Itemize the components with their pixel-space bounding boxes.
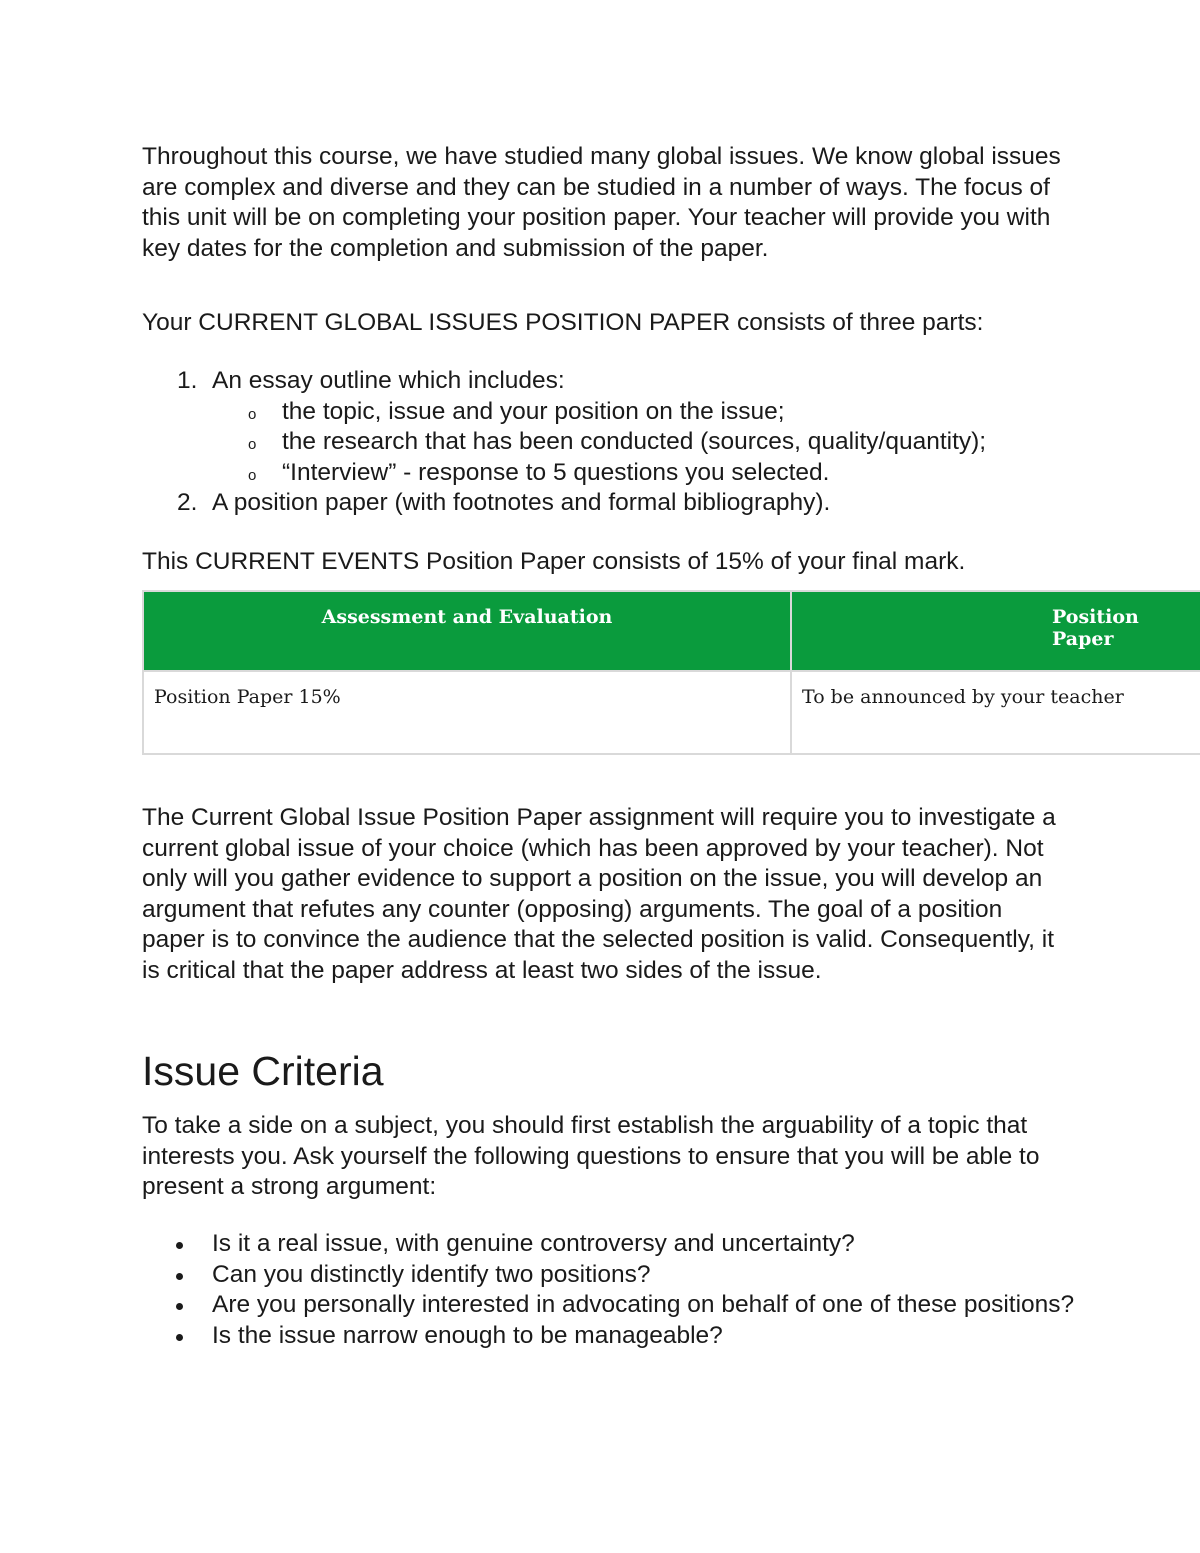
question-text: Is the issue narrow enough to be manageable? [212, 1321, 723, 1349]
table-cell: Position Paper 15% [143, 671, 791, 754]
list-item [142, 488, 1142, 519]
list-item [142, 1260, 1102, 1291]
parts-intro-paragraph: Your CURRENT GLOBAL ISSUES POSITION PAPER consists of three parts: [142, 309, 984, 336]
bullet-dot-icon [176, 1242, 183, 1249]
table-cell: To be announced by your teacher [791, 671, 1200, 754]
table-header-row [143, 591, 1200, 671]
intro-paragraph: Throughout this course, we have studied many global issues. We know global issues are complex and diverse and they can be studied in a number of ways. The focus of this unit will be on completing your position paper. Your teacher will provide you with key dates for the completion and submission of the paper. [142, 143, 1061, 262]
circle-bullet-icon: o [248, 405, 257, 423]
list-item [142, 1321, 1102, 1352]
list-item [142, 366, 1142, 488]
bullet-dot-icon [176, 1334, 183, 1341]
list-item [142, 1229, 1102, 1260]
sublist-item-text: the topic, issue and your position on the issue; [282, 397, 785, 425]
criteria-questions-list [142, 1229, 1102, 1351]
outline-sublist [212, 397, 1142, 489]
header-position-paper: Position Paper [791, 591, 1200, 671]
list-number: 2. [177, 489, 198, 517]
parts-list [142, 366, 1142, 519]
question-text: Can you distinctly identify two positions? [212, 1260, 651, 1288]
weight-paragraph: This CURRENT EVENTS Position Paper consists of 15% of your final mark. [142, 548, 966, 575]
table-row [143, 671, 1200, 754]
sublist-item [212, 427, 1142, 458]
bullet-dot-icon [176, 1303, 183, 1310]
bullet-dot-icon [176, 1273, 183, 1280]
header-assessment: Assessment and Evaluation [143, 591, 791, 671]
criteria-intro-paragraph: To take a side on a subject, you should first establish the arguability of a topic that interests you. Ask yourself the following questions to ensure that you will be able to present a strong argument: [142, 1112, 1040, 1201]
sublist-item [212, 458, 1142, 489]
sublist-item-text: “Interview” - response to 5 questions you selected. [282, 458, 830, 486]
list-number: 1. [177, 367, 198, 394]
sublist-item-text: the research that has been conducted (sources, quality/quantity); [282, 428, 987, 456]
section-heading: Issue Criteria [142, 1048, 384, 1094]
list-item-text: An essay outline which includes: [212, 367, 565, 394]
circle-bullet-icon: o [248, 436, 257, 454]
list-item-text: A position paper (with footnotes and formal bibliography). [212, 489, 831, 517]
circle-bullet-icon: o [248, 466, 257, 484]
sublist-item [212, 397, 1142, 428]
assessment-table [142, 590, 1200, 755]
list-item [142, 1290, 1102, 1321]
question-text: Are you personally interested in advocating on behalf of one of these positions? [212, 1291, 1075, 1319]
question-text: Is it a real issue, with genuine controversy and uncertainty? [212, 1230, 855, 1257]
description-paragraph: The Current Global Issue Position Paper assignment will require you to investigate a current global issue of your choice (which has been approved by your teacher). Not only will you gather evidence to support a position on the issue, you will develop an argument that refutes any counter (opposing) arguments. The goal of a position paper is to convince the audience that the selected position is valid. Consequently, it is critical that the paper address at least two sides of the issue. [142, 804, 1056, 984]
